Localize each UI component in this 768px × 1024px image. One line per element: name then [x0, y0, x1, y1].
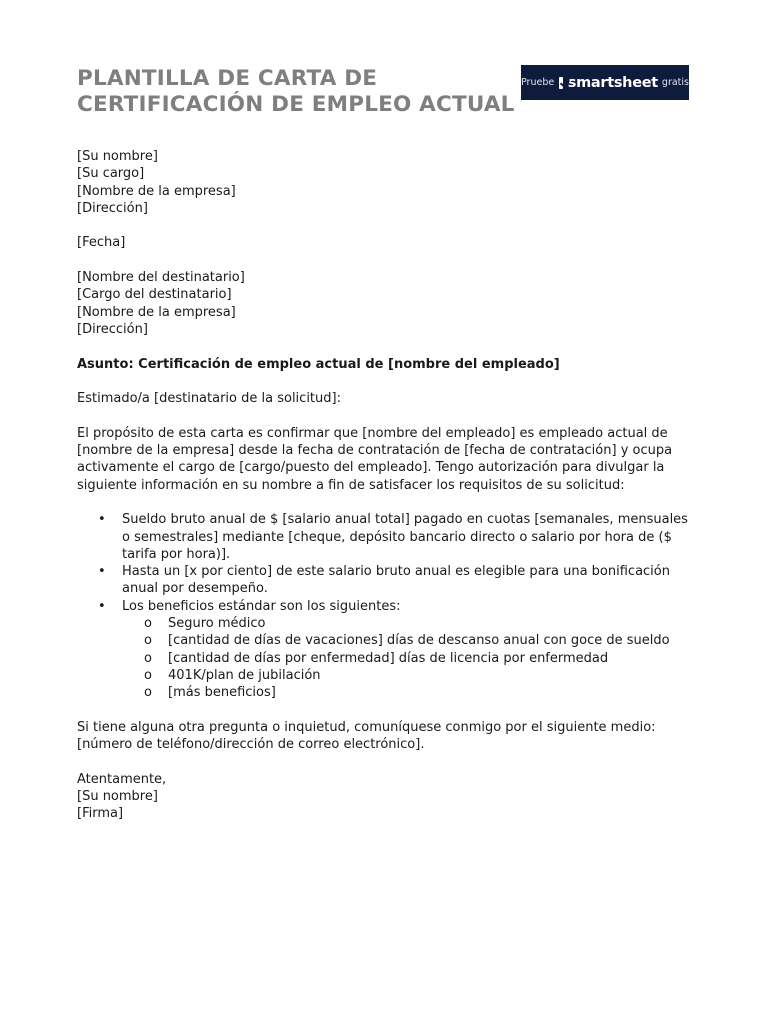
sender-company: [Nombre de la empresa]	[77, 183, 236, 199]
benefit-item	[122, 650, 697, 667]
sender-block	[77, 148, 697, 217]
banner-brand: smartsheet	[567, 74, 658, 91]
signoff-block	[77, 771, 697, 823]
body-paragraph: El propósito de esta carta es confirmar que [nombre del empleado] es empleado actual de [nombre de la empresa] desde la fecha de contratación de [fecha de contratación] y ocupa activamente el cargo de [cargo/puesto del empleado]. Tengo autorización para divulgar la siguiente información en su nombre a fin de satisfacer los requisitos de su solicitud:	[77, 425, 673, 493]
benefit-text: [cantidad de días por enfermedad] días de licencia por enfermedad	[168, 650, 609, 666]
sender-name: [Su nombre]	[77, 149, 158, 164]
title-line-2: CERTIFICACIÓN DE EMPLEO ACTUAL	[77, 92, 515, 117]
date-block	[77, 234, 697, 251]
subject-line: Asunto: Certificación de empleo actual de [nombre del empleado]	[77, 356, 560, 372]
employment-details-list	[77, 511, 697, 701]
sub-bullet-marker: o	[144, 633, 152, 649]
check-icon	[559, 77, 563, 89]
bullet-marker: •	[98, 512, 106, 528]
recipient-name: [Nombre del destinatario]	[77, 270, 245, 286]
signoff-name: [Su nombre]	[77, 788, 158, 804]
closing-paragraph: Si tiene alguna otra pregunta o inquietud, comuníquese conmigo por el siguiente medio: [número de teléfono/dirección de correo electrónico].	[77, 719, 656, 753]
recipient-address: [Dirección]	[77, 321, 148, 337]
benefit-text: 401K/plan de jubilación	[168, 667, 321, 683]
sender-title: [Su cargo]	[77, 166, 145, 182]
document-title	[77, 66, 547, 118]
signoff-salutation: Atentamente,	[77, 771, 167, 787]
benefit-item	[122, 632, 697, 649]
list-item-benefits	[77, 598, 697, 702]
signoff-signature: [Firma]	[77, 806, 124, 822]
smartsheet-trial-banner[interactable]	[521, 65, 689, 100]
greeting: Estimado/a [destinatario de la solicitud]:	[77, 391, 341, 407]
recipient-company: [Nombre de la empresa]	[77, 304, 236, 320]
letter-date: [Fecha]	[77, 235, 126, 251]
letter-body	[77, 148, 697, 840]
benefit-text: [más beneficios]	[168, 685, 276, 701]
title-line-1: PLANTILLA DE CARTA DE	[77, 66, 378, 91]
list-item-text: Los beneficios estándar son los siguientes:	[122, 598, 401, 614]
bullet-marker: •	[98, 564, 106, 580]
list-item-text: Hasta un [x por ciento] de este salario bruto anual es elegible para una bonificación anual por desempeño.	[122, 564, 670, 597]
benefit-text: Seguro médico	[168, 616, 266, 632]
list-item-salary	[77, 511, 697, 563]
benefit-text: [cantidad de días de vacaciones] días de descanso anual con goce de sueldo	[168, 633, 670, 649]
bullet-marker: •	[98, 598, 106, 614]
recipient-title: [Cargo del destinatario]	[77, 287, 232, 303]
benefit-item	[122, 667, 697, 684]
list-item-text: Sueldo bruto anual de $ [salario anual total] pagado en cuotas [semanales, mensuales o semestrales] mediante [cheque, depósito bancario directo o salario por hora de ($ tarifa por hora)].	[122, 512, 688, 562]
list-item-bonus	[77, 563, 697, 598]
banner-prefix: Pruebe	[521, 77, 555, 88]
sub-bullet-marker: o	[144, 650, 152, 666]
banner-suffix: gratis	[661, 77, 689, 88]
recipient-block	[77, 269, 697, 338]
sub-bullet-marker: o	[144, 667, 152, 683]
sub-bullet-marker: o	[144, 685, 152, 701]
benefit-item	[122, 684, 697, 701]
benefit-item	[122, 615, 697, 632]
sub-bullet-marker: o	[144, 616, 152, 632]
sender-address: [Dirección]	[77, 200, 148, 216]
benefits-sublist	[122, 615, 697, 701]
